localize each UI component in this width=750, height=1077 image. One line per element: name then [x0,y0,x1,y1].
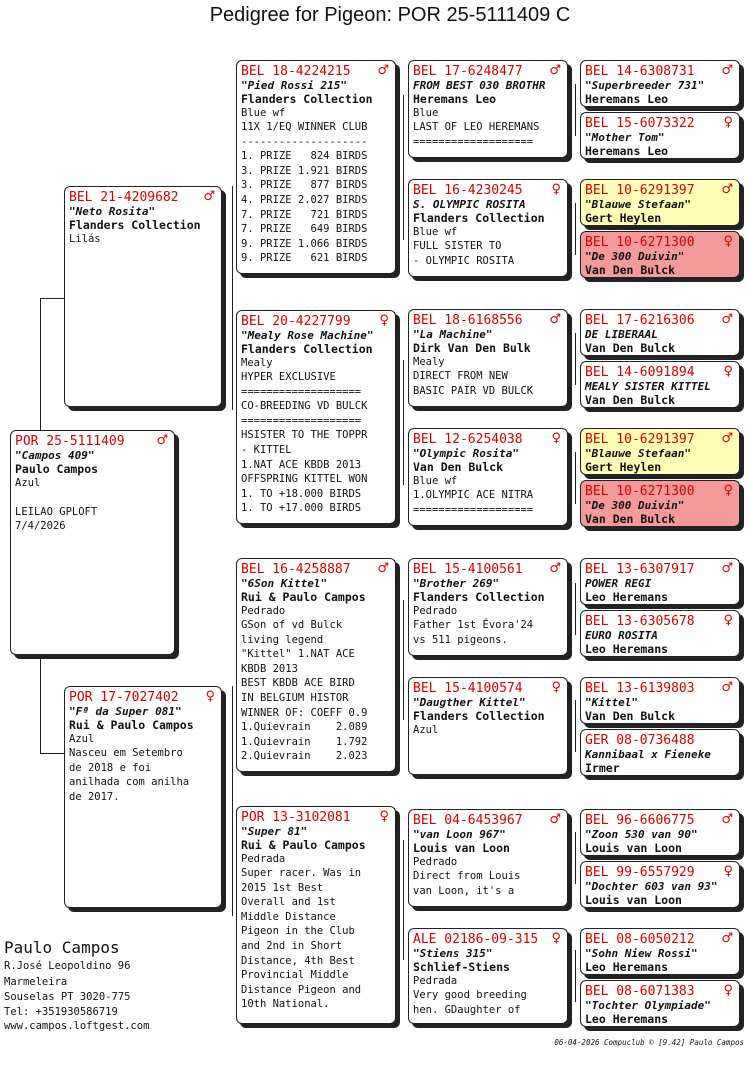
pigeon-color: Blue wf [241,107,286,119]
pigeon-owner: Louis van Loon [413,841,510,855]
pigeon-card-gen4[interactable] [408,179,568,277]
pigeon-card-gen5[interactable] [580,677,740,724]
pigeon-info: GSon of vd Bulck living legend "Kittel" 1.NAT ACE KBDB 2013 BEST KBDB ACE BIRD IN BELGIUM HISTOR WINNER OF: COEFF 0.9 1.Quievrain 2.089 1.Quievrain 1.792 2.Quievrain 2.023 [241,619,368,763]
ring-number: BEL 08-6050212 [585,932,695,947]
pigeon-name: "Tochter Olympiade" [585,999,711,1012]
pigeon-owner: Heremans Leo [585,144,669,158]
ring-number: BEL 16-4258887 [241,562,351,577]
pigeon-owner: Flanders Collection [69,218,201,232]
pigeon-color: Pedrado [241,605,286,617]
pigeon-owner: Louis van Loon [585,893,682,907]
breeder-website-link[interactable]: www.campos.loftgest.com [4,1020,150,1032]
sex-symbol-icon: ♂ [156,433,168,448]
sex-symbol-icon: ♀ [379,313,389,328]
sex-symbol-icon: ♀ [723,115,733,130]
sex-symbol-icon: ♂ [549,561,561,576]
sex-symbol-icon: ♀ [723,364,733,379]
connector-line [232,686,233,916]
breeder-address-line: R.José Leopoldino 96 [4,960,131,972]
ring-number: BEL 13-6307917 [585,562,695,577]
pigeon-owner: Flanders Collection [241,342,373,356]
sex-symbol-icon: ♀ [205,689,215,704]
pigeon-card-sire-sire[interactable] [236,60,396,274]
ring-number: BEL 13-6139803 [585,681,695,696]
ring-number: BEL 99-6557929 [585,865,695,880]
pigeon-name: "Kittel" [585,696,638,709]
pigeon-owner: Schlief-Stiens [413,960,510,974]
pigeon-owner: Rui & Paulo Campos [241,838,366,852]
connector-line [40,658,41,753]
pigeon-info: Father 1st Évora'24 vs 511 pigeons. [413,619,534,646]
ring-number: BEL 04-6453967 [413,813,523,828]
pigeon-owner: Leo Heremans [585,590,669,604]
sex-symbol-icon: ♂ [721,812,733,827]
pigeon-info: Direct from Louis van Loon, it's a [413,870,521,897]
pigeon-name: "Mealy Rose Machine" [241,329,374,342]
pigeon-owner: Flanders Collection [241,92,373,106]
pigeon-card-gen4[interactable] [408,928,568,1024]
sex-symbol-icon: ♂ [549,63,561,78]
pigeon-owner: Irmer [585,761,620,775]
pigeon-name: S. OLYMPIC ROSITA [413,198,526,211]
pigeon-color: Azul [15,477,41,489]
pigeon-name: "Zoon 530 van 90" [585,828,698,841]
pigeon-name: "Pied Rossi 215" [241,79,347,92]
pigeon-color: Azul [413,724,439,736]
sex-symbol-icon: ♂ [721,931,733,946]
sex-symbol-icon: ♂ [377,63,389,78]
ring-number: BEL 18-4224215 [241,64,351,79]
sex-symbol-icon: ♂ [721,312,733,327]
pigeon-card-gen5[interactable] [580,861,740,908]
pigeon-name: "Daugther Kittel" [413,696,526,709]
ring-number: BEL 12-6254038 [413,432,523,447]
pigeon-card-gen5[interactable] [580,980,740,1027]
pigeon-owner: Van Den Bulck [585,263,676,277]
pigeon-owner: Flanders Collection [413,211,545,225]
connector-line [575,84,576,136]
pigeon-color: Pedrado [413,856,458,868]
sex-symbol-icon: ♂ [721,182,733,197]
pigeon-color: Blue wf [413,226,458,238]
pigeon-card-gen5[interactable] [580,480,740,527]
pigeon-card-gen5[interactable] [580,928,740,975]
ring-number: BEL 17-6216306 [585,313,695,328]
pigeon-card-dam-dam[interactable] [236,806,396,1024]
pigeon-info: Very good breeding hen. GDaughter of [413,989,527,1016]
pigeon-card-gen5[interactable] [580,558,740,605]
connector-line [575,583,576,635]
pigeon-name: "Blauwe Stefaan" [585,198,691,211]
pigeon-card-gen4[interactable] [408,558,568,656]
ring-number: BEL 10-6291397 [585,183,695,198]
ring-number: BEL 10-6271300 [585,235,695,250]
pigeon-owner: Leo Heremans [585,1012,669,1026]
ring-number: BEL 17-6248477 [413,64,523,79]
pigeon-name: "6Son Kittel" [241,577,328,590]
pigeon-name: "Sohn Niew Rossi" [585,947,698,960]
pigeon-name: "Neto Rosita" [69,205,156,218]
ring-number: BEL 20-4227799 [241,314,351,329]
pigeon-name: "Campos 409" [15,449,95,462]
pigeon-info: LAST OF LEO HEREMANS =================== [413,121,540,148]
pigeon-info: 11X 1/EQ WINNER CLUB -------------------- 1. PRIZE 824 BIRDS 3. PRIZE 1.921 BIRDS 3. PRIZE 877 BIRDS 4. PRIZE 2.027 BIRDS 7. PRIZE 721 BIRDS 7. PRIZE 649 BIRDS 9. PRIZE 1.066 BIRDS 9. PRIZE 621 BIRDS [241,121,368,265]
sex-symbol-icon: ♂ [721,680,733,695]
connector-line [232,186,233,410]
sex-symbol-icon: ♀ [723,864,733,879]
pigeon-name: MEALY SISTER KITTEL [585,380,711,393]
sex-symbol-icon: ♀ [551,182,561,197]
pigeon-name: "Olympic Rosita" [413,447,519,460]
ring-number: BEL 15-6073322 [585,116,695,131]
pigeon-owner: Paulo Campos [15,462,99,476]
ring-number: BEL 08-6071383 [585,984,695,999]
pigeon-owner: Leo Heremans [585,960,669,974]
connector-line [403,95,404,240]
pigeon-color: Pedrada [241,853,286,865]
ring-number: BEL 10-6291397 [585,432,695,447]
connector-line [403,600,404,720]
ring-number: BEL 15-4100574 [413,681,523,696]
pigeon-color: Mealy [241,357,273,369]
pigeon-card-sire[interactable] [64,186,222,407]
pigeon-name: "van Loon 967" [413,828,506,841]
connector-line [575,700,576,752]
pigeon-name: DE LIBERAAL [585,328,658,341]
pigeon-info: FULL SISTER TO - OLYMPIC ROSITA [413,240,515,267]
print-stamp: 06-04-2026 Compuclub © [9.42] Paulo Campos [554,1038,744,1047]
pigeon-info: HYPER EXCLUSIVE =================== CO-BREEDING VD BULCK =================== HSISTER TO THE TOPPR - KITTEL 1.NAT ACE KBDB 2013 OFFSPRING KITTEL WON 1. TO +18.000 BIRDS 1. TO +17.000 BIRDS [241,371,368,515]
connector-line [40,298,64,299]
pigeon-name: "Brother 269" [413,577,500,590]
pigeon-color: Pedrada [413,975,458,987]
pigeon-owner: Van Den Bulck [585,341,676,355]
connector-line [575,203,576,255]
pigeon-info: Nasceu em Setembro de 2018 e foi anilhada com anilha de 2017. [69,747,190,803]
pigeon-owner: Van Den Bulck [413,460,504,474]
ring-number: BEL 18-6168556 [413,313,523,328]
sex-symbol-icon: ♀ [379,809,389,824]
pigeon-owner: Heremans Leo [413,92,497,106]
pigeon-card-gen4[interactable] [408,428,568,526]
pigeon-card-dam-sire[interactable] [236,558,396,772]
connector-line [403,840,404,960]
pigeon-info: Super racer. Was in 2015 1st Best Overall and 1st Middle Distance Pigeon in the Club and 2nd in Short Distance, 4th Best Provincial Middle Distance Pigeon and 10th National. [241,867,362,1011]
pigeon-card-gen4[interactable] [408,809,568,907]
connector-line [575,832,576,884]
pigeon-card-sire-dam[interactable] [236,310,396,524]
ring-number: BEL 96-6606775 [585,813,695,828]
breeder-address-line: Souselas PT 3020-775 [4,991,131,1003]
connector-line [40,753,64,754]
pigeon-name: "La Machine" [413,328,493,341]
pigeon-card-gen5[interactable] [580,60,740,107]
pigeon-color: Lilás [69,233,101,245]
pigeon-card-gen5[interactable] [580,729,740,776]
ring-number: POR 17-7027402 [69,690,179,705]
ring-number: POR 25-5111409 [15,434,125,449]
pigeon-name: "Super 81" [241,825,308,838]
sex-symbol-icon: ♂ [549,812,561,827]
sex-symbol-icon: ♀ [551,680,561,695]
pigeon-owner: Van Den Bulck [585,709,676,723]
pigeon-owner: Heremans Leo [585,92,669,106]
sex-symbol-icon: ♀ [723,613,733,628]
ring-number: BEL 21-4209682 [69,190,179,205]
pigeon-name: "Dochter 603 van 93" [585,880,718,893]
breeder-phone: Tel: +351930586719 [4,1006,118,1018]
pigeon-owner: Van Den Bulck [585,512,676,526]
connector-line [575,333,576,385]
pigeon-color: Pedrado [413,605,458,617]
sex-symbol-icon: ♂ [721,431,733,446]
pigeon-name: "De 300 Duivin" [585,499,685,512]
pigeon-owner: Flanders Collection [413,709,545,723]
pigeon-owner: Flanders Collection [413,590,545,604]
sex-symbol-icon: ♀ [723,983,733,998]
ring-number: BEL 10-6271300 [585,484,695,499]
pigeon-color: Azul [69,733,95,745]
pigeon-owner: Rui & Paulo Campos [69,718,194,732]
pigeon-card-gen5[interactable] [580,361,740,408]
pigeon-info: 1.OLYMPIC ACE NITRA =================== [413,489,534,516]
sex-symbol-icon: ♂ [549,312,561,327]
sex-symbol-icon: ♂ [203,189,215,204]
page-title: Pedigree for Pigeon: POR 25-5111409 C [209,4,571,26]
connector-line [403,360,404,485]
breeder-address-line: Marmeleira [4,976,68,988]
pigeon-name: "Superbreeder 731" [585,79,705,92]
pigeon-color: Mealy [413,356,445,368]
pigeon-name: "Fª da Super 081" [69,705,182,718]
pigeon-card-gen5[interactable] [580,309,740,356]
pigeon-card-gen5[interactable] [580,179,740,226]
pigeon-owner: Gert Heylen [585,211,662,225]
sex-symbol-icon: ♀ [551,431,561,446]
ring-number: BEL 16-4230245 [413,183,523,198]
pigeon-name: EURO ROSITA [585,629,658,642]
ring-number: BEL 14-6091894 [585,365,695,380]
sex-symbol-icon: ♂ [721,63,733,78]
pigeon-owner: Leo Heremans [585,642,669,656]
sex-symbol-icon: ♂ [721,561,733,576]
connector-line [40,298,41,430]
pigeon-name: Kannibaal x Fieneke [585,748,711,761]
pigeon-card-gen4[interactable] [408,60,568,158]
pigeon-name: POWER REGI [585,577,652,590]
pigeon-color: Blue [413,107,439,119]
pigeon-info: DIRECT FROM NEW BASIC PAIR VD BULCK [413,370,534,397]
sex-symbol-icon: ♂ [377,561,389,576]
pigeon-owner: Dirk Van Den Bulk [413,341,531,355]
pigeon-card-gen5[interactable] [580,610,740,657]
pigeon-card-gen5[interactable] [580,428,740,475]
pigeon-card-subject[interactable] [10,430,175,655]
ring-number: BEL 13-6305678 [585,614,695,629]
pigeon-card-gen4[interactable] [408,677,568,775]
pigeon-name: "Stiens 315" [413,947,493,960]
pigeon-name: FROM BEST 030 BROTHR [413,79,546,92]
pigeon-card-gen5[interactable] [580,231,740,278]
ring-number: BEL 15-4100561 [413,562,523,577]
sex-symbol-icon: ♀ [723,234,733,249]
ring-number: POR 13-3102081 [241,810,351,825]
pigeon-owner: Louis van Loon [585,841,682,855]
ring-number: ALE 02186-09-315 [413,932,539,947]
pigeon-card-gen4[interactable] [408,309,568,407]
pigeon-card-gen5[interactable] [580,809,740,856]
pigeon-name: "Mother Tom" [585,131,665,144]
pigeon-owner: Gert Heylen [585,460,662,474]
pigeon-owner: Rui & Paulo Campos [241,590,366,604]
pigeon-owner: Van Den Bulck [585,393,676,407]
pigeon-name: "Blauwe Stefaan" [585,447,691,460]
ring-number: GER 08-0736488 [585,733,695,748]
pigeon-color: Blue wf [413,475,458,487]
sex-symbol-icon: ♀ [723,483,733,498]
ring-number: BEL 14-6308731 [585,64,695,79]
pigeon-card-gen5[interactable] [580,112,740,159]
connector-line [575,452,576,504]
sex-symbol-icon: ♀ [551,931,561,946]
breeder-name: Paulo Campos [4,938,120,957]
pigeon-name: "De 300 Duivin" [585,250,685,263]
connector-line [575,950,576,1002]
pigeon-card-dam[interactable] [64,686,222,908]
pigeon-info: LEILAO GPLOFT 7/4/2026 [15,505,98,533]
